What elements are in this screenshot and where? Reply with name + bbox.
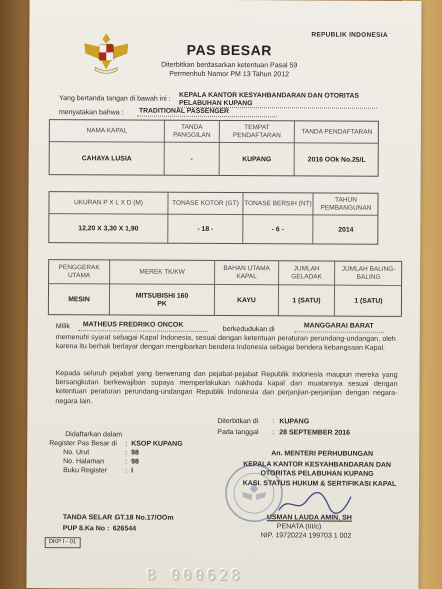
states-label: menyatakan bahwa : <box>58 109 124 117</box>
main-propulsion-value: MESIN <box>68 295 90 304</box>
owner-name: MATHEUS FREDRIKO ONCOK <box>82 321 184 329</box>
issued-date-label: Pada tanggal <box>217 428 259 437</box>
register-office: KSOP KUPANG <box>131 440 183 448</box>
hull-material-value: KAYU <box>237 296 256 304</box>
engine-brand-value: MITSUBISHI 160 PK <box>135 292 189 308</box>
states-value: TRADITIONAL PASSENGER <box>138 107 229 116</box>
domicile-label: berkedudukan di <box>222 325 275 334</box>
header-gross-tonnage: TONASE KOTOR (GT) <box>172 199 239 207</box>
registration-mark-value: 2016 OOk No.25/L <box>307 156 366 164</box>
no-halaman-value: 98 <box>131 458 139 466</box>
tanda-selar-value: GT.18 No.17/OOm <box>114 514 174 522</box>
registration-place-value: KUPANG <box>242 155 272 164</box>
header-registration-mark: TANDA PENDAFTARAN <box>301 128 373 136</box>
owner-label: Milik <box>55 323 70 331</box>
header-engine-brand: MEREK TK/KW <box>139 268 185 276</box>
register-intro-2: Register Pas Besar di <box>49 440 117 448</box>
buku-register-label: Buku Register <box>63 467 108 475</box>
serial-number: B 000628 <box>146 565 243 585</box>
ship-name-value: CAHAYA LUSIA <box>81 155 132 163</box>
country-label: REPUBLIK INDONESIA <box>311 31 388 39</box>
signature-office-1: KEPALA KANTOR KESYAHBANDARAN DAN <box>243 461 392 469</box>
header-propeller-count: JUMLAH BALING-BALING <box>341 265 396 281</box>
signature-office-3: KASI. STATUS HUKUM & SERTIFIKASI KAPAL <box>242 480 397 488</box>
pup-label: PUP 8.Ka No : <box>62 525 110 533</box>
issued-place-label: Diterbitkan di <box>217 417 259 426</box>
domicile-value: MANGGARAI BARAT <box>303 322 374 330</box>
handwritten-signature-icon <box>275 490 355 516</box>
pup-value: 626544 <box>112 525 137 533</box>
header-deck-count: JUMLAH GELADAK <box>291 265 322 281</box>
build-year-value: 2014 <box>338 226 354 234</box>
header-build-year: TAHUN PEMBANGUNAN <box>320 196 372 212</box>
no-halaman-label: No. Halaman <box>63 458 104 466</box>
form-code: DKP I - 01 <box>45 537 81 548</box>
signature-office-2: OTORITAS PELABUHAN KUPANG <box>260 470 374 478</box>
garuda-emblem-icon <box>81 29 131 79</box>
issued-date-value: 28 SEPTEMBER 2016 <box>279 429 351 437</box>
no-urut-value: 98 <box>131 449 139 457</box>
propeller-count-value: 1 (SATU) <box>354 297 383 305</box>
register-intro-1: Didaftarkan dalam <box>65 431 123 439</box>
official-rank: PENATA (III/c) <box>276 523 322 531</box>
document-title: PAS BESAR <box>186 41 272 59</box>
header-registration-place: TEMPAT PENDAFTARAN <box>232 124 281 139</box>
buku-register-value: I <box>131 467 134 475</box>
paragraph-authority: Kepada seluruh pejabat yang berwenang dan pejabat-pejabat Republik Indonesia maupun mereka yang bersangkutan berkewajiban supaya memperlakukan nakhoda kapal dan muatannya sesuai dengan ketentuan peraturan perundang-undangan Republik Indonesia dan perjanjian-perjanjian dengan negara-negara lain. <box>55 369 398 405</box>
signer-label: Yang bertanda tangan di bawah ini : <box>59 95 171 103</box>
call-sign-value: - <box>190 155 193 163</box>
header-net-tonnage: TONASE BERSIH (NT) <box>244 200 312 208</box>
header-dimensions: UKURAN P X L X D (M) <box>73 199 143 207</box>
deck-count-value: 1 (SATU) <box>292 297 321 305</box>
paragraph-eligibility: memenuhi syarat sebagai Kapal Indonesia, sesuai dengan ketentuan peraturan perundang-undangan, oleh karena itu berhak berlayar dengan mengibarkan bendera Indonesia sebagai bendera kebangsaan Kapal. <box>55 333 396 353</box>
tanda-selar-label: TANDA SELAR : <box>62 514 117 522</box>
on-behalf-label: An. MENTERI PERHUBUNGAN <box>271 450 374 458</box>
official-nip: NIP. 19720224 199703 1 002 <box>260 532 352 540</box>
no-urut-label: No. Urut <box>63 449 90 457</box>
header-hull-material: BAHAN UTAMA KAPAL <box>223 265 270 280</box>
header-main-propulsion: PENGGERAK UTAMA <box>58 264 100 279</box>
regulation-number: Permenhub Nomor PM 13 Tahun 2012 <box>169 70 290 79</box>
net-tonnage-value: - 6 - <box>271 226 284 234</box>
header-ship-name: NAMA KAPAL <box>86 127 128 135</box>
signer-value-1: KEPALA KANTOR KESYAHBANDARAN DAN OTORITAS <box>179 91 359 100</box>
signer-value-2: PELABUHAN KUPANG <box>178 99 253 108</box>
issued-basis: Diterbitkan berdasarkan ketentuan Pasal 59 <box>161 61 298 70</box>
dimensions-value: 12,20 X 3,30 X 1,90 <box>78 225 139 233</box>
header-call-sign: TANDA PANGGILAN <box>173 124 211 139</box>
issued-place-value: KUPANG <box>279 418 310 426</box>
document-paper: REPUBLIK INDONESIA PAS BESAR Diterbitkan berdasarkan ketentuan Pasal 59 Permenhub Nomor PM 13 Tahun 2012 Yang bertanda tangan di bawah ini : KEPALA KANTOR KESYAHBANDARAN DAN OTORITAS PELABUHAN KUPANG menyatakan bahwa : TRADITIONAL PASSENGER NAMA KAPAL TANDA PANGGILAN TEMPAT PENDAFTARAN TANDA PENDAFTARAN CAHAYA LUSIA - KUPANG 2016 OOk No.25/L UKURAN P X L X D (M) TONASE KOTOR (GT) TONASE BERSIH (NT) TAHUN PEMBANGUNAN 12,20 X 3,30 X 1,90 - 18 - - 6 - 2014 PENGGERAK UTAMA MEREK TK/KW BAHAN UTAMA KAPAL JUMLAH GELADAK JUMLAH BALING-BALING MESIN MITSUBISHI 160 PK KAYU 1 (SATU) 1 (SATU) Milik MATHEUS FREDRIKO ONCOK berkedudukan di MANGGARAI BARAT memenuhi syarat sebagai Kapal Indonesia, sesuai dengan ketentuan peraturan perundang-undangan, oleh karena itu berhak berlayar dengan mengibarkan bendera Indonesia sebagai bendera kebangsaan Kapal. Kepada seluruh pejabat yang berwenang dan pejabat-pejabat Republik Indonesia maupun mereka yang bersangkutan berkewajiban supaya memperlakukan nakhoda kapal dan muatannya sesuai dengan ketentuan peraturan perundang-undangan Republik Indonesia dan perjanjian-perjanjian dengan negara-negara lain. Diterbitkan di : KUPANG Pada tanggal : 28 SEPTEMBER 2016 Didaftarkan dalam Register Pas Besar di : KSOP KUPANG No. Urut : 98 No. Halaman : 98 Buku Register : I An. MENTERI PERHUBUNGAN KEPALA KANTOR KESYAHBANDARAN DAN OTORITAS PELABUHAN KUPANG KASI. STATUS HUKUM & SERTIFIKASI KAPAL USMAN LAUDA AMIN, SH PENATA (III/c) NIP. 19720224 199703 1 002 TANDA SELAR : GT.18 No.17/OOm PUP 8.Ka No : 626544 DKP I - 01 B 000628 <box>26 0 421 589</box>
official-name: USMAN LAUDA AMIN, SH <box>266 514 352 522</box>
gross-tonnage-value: - 18 - <box>197 225 214 233</box>
